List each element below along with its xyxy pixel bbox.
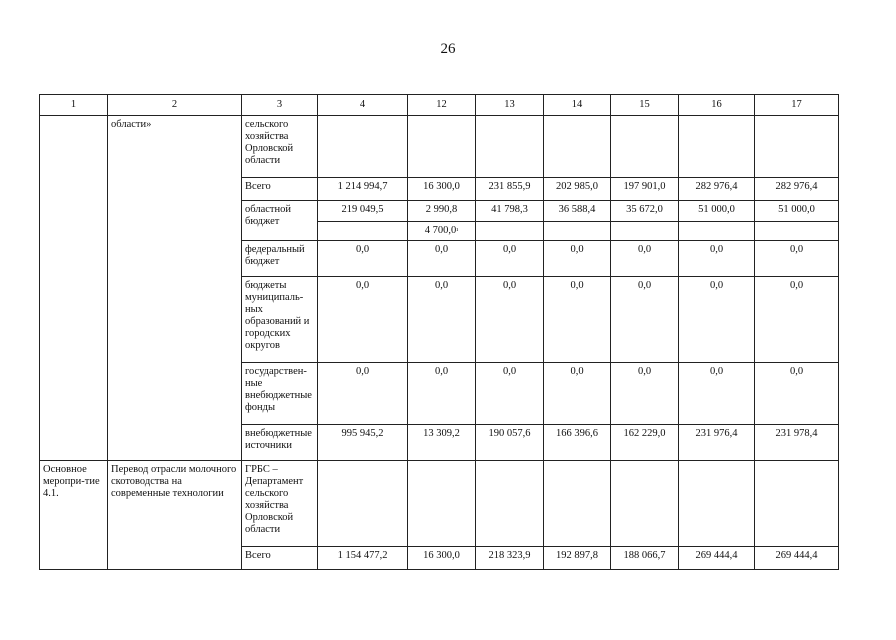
value-cell: 190 057,6: [476, 425, 544, 461]
row-label: бюджеты муниципаль-ных образований и городских округов: [242, 277, 318, 363]
header-cell: 4: [318, 95, 408, 116]
row-label: внебюджетные источники: [242, 425, 318, 461]
value-cell: [679, 116, 755, 178]
value-cell: [318, 222, 408, 241]
value-cell: 0,0: [318, 241, 408, 277]
budget-table: [39, 94, 839, 570]
value-cell: [755, 222, 839, 241]
header-cell: 13: [476, 95, 544, 116]
value-cell: [755, 461, 839, 547]
table-row: [40, 116, 839, 178]
header-cell: 16: [679, 95, 755, 116]
value-cell: 282 976,4: [755, 178, 839, 201]
value-cell: 0,0: [544, 241, 611, 277]
value-cell: [408, 461, 476, 547]
value-cell: 995 945,2: [318, 425, 408, 461]
value-cell: 162 229,0: [611, 425, 679, 461]
value-cell: [476, 116, 544, 178]
row-label: Всего: [242, 547, 318, 570]
value-cell: 197 901,0: [611, 178, 679, 201]
value-cell: [318, 461, 408, 547]
row-label: федеральный бюджет: [242, 241, 318, 277]
value-cell: 202 985,0: [544, 178, 611, 201]
header-cell: 17: [755, 95, 839, 116]
value-cell: 0,0: [755, 277, 839, 363]
value-cell: [679, 222, 755, 241]
value-cell: 0,0: [318, 277, 408, 363]
value-cell: [611, 116, 679, 178]
value-cell: [679, 461, 755, 547]
value-cell: 0,0: [408, 241, 476, 277]
value-cell: 282 976,4: [679, 178, 755, 201]
value-cell: 51 000,0: [755, 201, 839, 222]
header-cell: 3: [242, 95, 318, 116]
value-cell: 0,0: [679, 363, 755, 425]
block1-col2-cell: области»: [108, 116, 242, 461]
value-cell: 16 300,0: [408, 547, 476, 570]
value-cell: 35 672,0: [611, 201, 679, 222]
value-cell: 219 049,5: [318, 201, 408, 222]
footnote-mark: ¹: [456, 227, 459, 235]
value-cell: 2 990,8: [408, 201, 476, 222]
header-cell: 12: [408, 95, 476, 116]
value-cell: 269 444,4: [679, 547, 755, 570]
value-cell: [544, 222, 611, 241]
value-cell: 231 976,4: [679, 425, 755, 461]
value-cell: 1 154 477,2: [318, 547, 408, 570]
value-cell: 16 300,0: [408, 178, 476, 201]
value-cell: 36 588,4: [544, 201, 611, 222]
value-cell: 231 978,4: [755, 425, 839, 461]
value-cell: 1 214 994,7: [318, 178, 408, 201]
value-cell: 218 323,9: [476, 547, 544, 570]
value-cell: [318, 116, 408, 178]
value-cell: 0,0: [476, 241, 544, 277]
row-label: Всего: [242, 178, 318, 201]
value-cell: [611, 461, 679, 547]
value-cell: 0,0: [408, 277, 476, 363]
header-row: [40, 95, 839, 116]
value-cell: 231 855,9: [476, 178, 544, 201]
value-cell: 0,0: [318, 363, 408, 425]
value-cell: 0,0: [611, 241, 679, 277]
value-cell: [611, 222, 679, 241]
value-cell: 0,0: [408, 363, 476, 425]
value-cell: 41 798,3: [476, 201, 544, 222]
row-label: государствен-ные внебюджетные фонды: [242, 363, 318, 425]
value-cell: [408, 222, 476, 241]
header-cell: 15: [611, 95, 679, 116]
value-cell: 0,0: [544, 277, 611, 363]
value-cell: 0,0: [611, 363, 679, 425]
value-cell: 0,0: [544, 363, 611, 425]
value-cell: 166 396,6: [544, 425, 611, 461]
page-number: 26: [440, 41, 456, 57]
value-cell: 0,0: [679, 277, 755, 363]
value-cell: [476, 461, 544, 547]
value-cell: 192 897,8: [544, 547, 611, 570]
header-cell: 1: [40, 95, 108, 116]
header-cell: 14: [544, 95, 611, 116]
value-cell: 13 309,2: [408, 425, 476, 461]
value-cell: 0,0: [476, 277, 544, 363]
value-cell: [544, 461, 611, 547]
row-label: ГРБС – Департамент сельского хозяйства Орловской области: [242, 461, 318, 547]
value-cell: [544, 116, 611, 178]
value-cell: [755, 116, 839, 178]
block2-col2-cell: Перевод отрасли молочного скотоводства на современные технологии: [108, 461, 242, 570]
block1-col1-cell: [40, 116, 108, 461]
extra-value: 4 700,0: [424, 225, 457, 236]
row-label: сельского хозяйства Орловской области: [242, 116, 318, 178]
value-cell: 0,0: [679, 241, 755, 277]
value-cell: 0,0: [611, 277, 679, 363]
value-cell: [408, 116, 476, 178]
header-cell: 2: [108, 95, 242, 116]
value-cell: 0,0: [755, 241, 839, 277]
value-cell: [476, 222, 544, 241]
value-cell: 0,0: [755, 363, 839, 425]
value-cell: 0,0: [476, 363, 544, 425]
block2-col1-cell: Основное меропри-тие 4.1.: [40, 461, 108, 570]
value-cell: 188 066,7: [611, 547, 679, 570]
value-cell: 51 000,0: [679, 201, 755, 222]
row-label: областной бюджет: [242, 201, 318, 241]
table-row: [40, 461, 839, 547]
value-cell: 269 444,4: [755, 547, 839, 570]
